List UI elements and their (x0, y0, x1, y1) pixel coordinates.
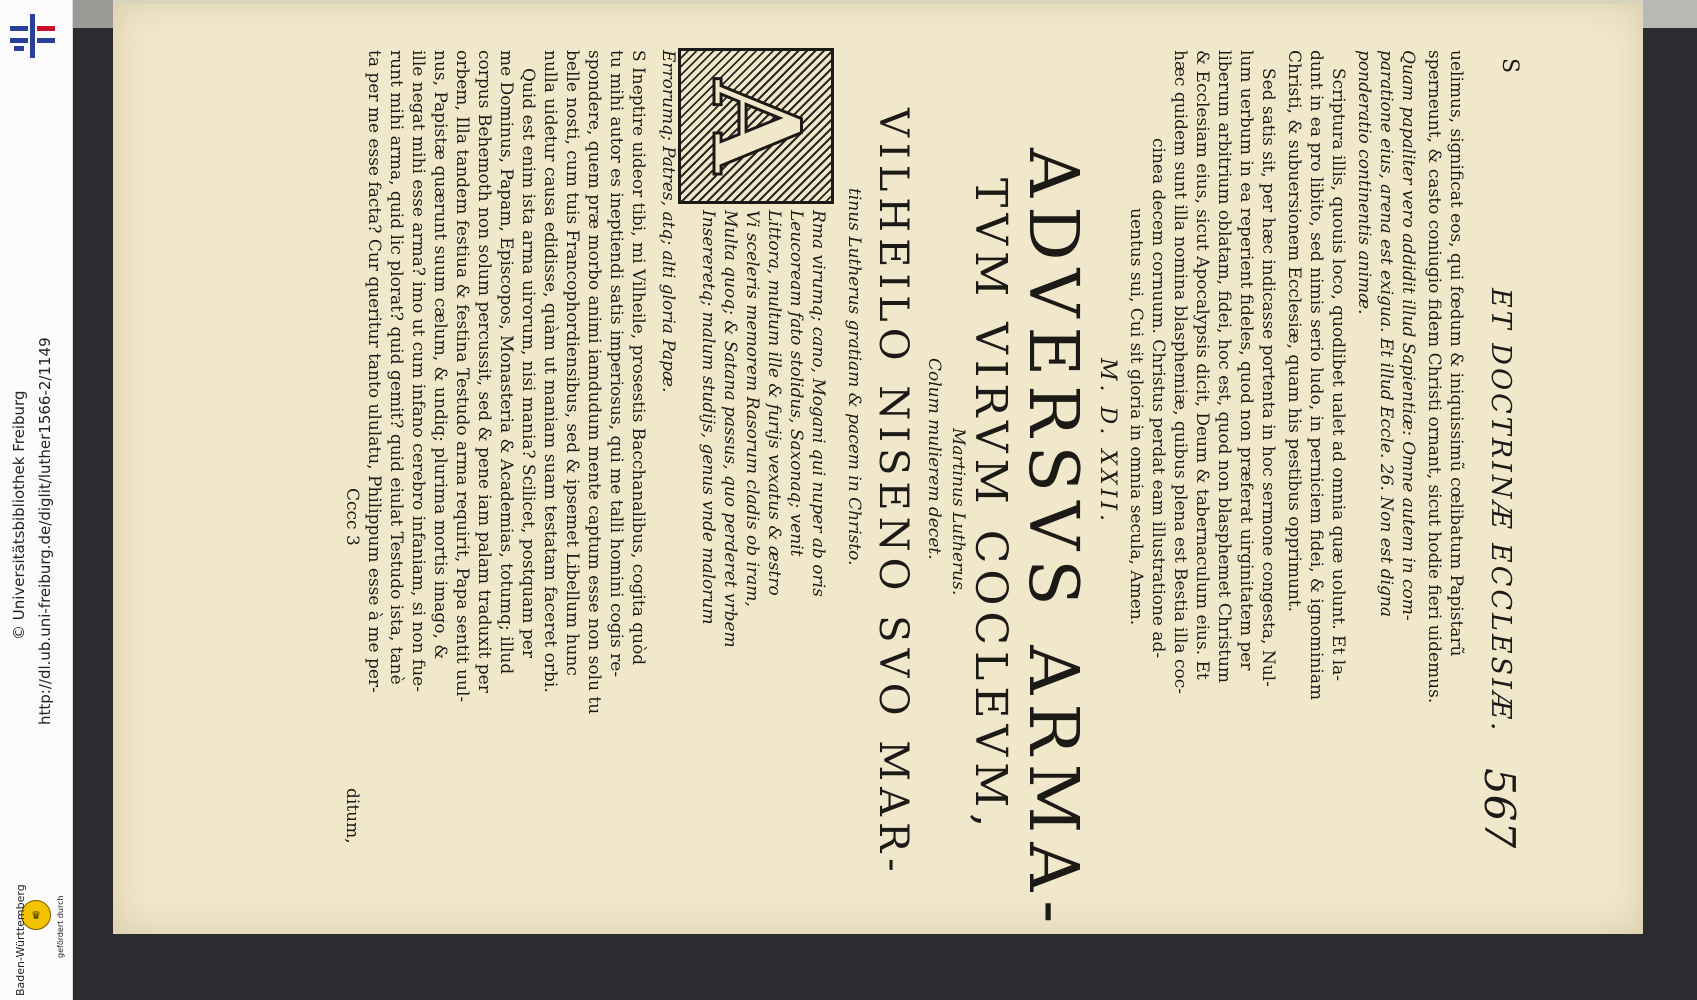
text-line: belle nosti, cum tuis Francophordiensibus, sed & ipsemet Libellum hunc (562, 50, 582, 676)
text-line: paratione eius, arena est exigua. Et illud Eccle. 26. Non est digna (1376, 50, 1396, 618)
text-line: Sed satis sit, per hæc indicasse portenta in hoc sermone congesta, Nul- (1258, 68, 1278, 687)
page-number: 567 (1475, 768, 1524, 849)
page-url-link[interactable]: http://dl.ub.uni-freiburg.de/diglit/luther1566-2/1149 (36, 337, 54, 725)
text-line: sperneunt, & casto coniugio fidem Christi ornant, sicut hodie fieri uidemus. (1424, 50, 1444, 704)
title-line-4: tinus Lutherus gratiam & pacem in Christo. (844, 188, 864, 566)
text-line: tu mihi autor es ineptiendi satis imperiosus, qui me talli homini cogis re- (606, 50, 626, 678)
funder-label: Baden-Württemberg (14, 884, 27, 996)
title-line-3: VILHEILO NISENO SVO MAR- (870, 108, 916, 878)
text-line: runt mihi arma, quid lic plorat? quid gemit? quid eiulat Testudo ista, tanè (386, 50, 406, 685)
text-line: liberum arbitrium oblatam, fidei, hoc est, quod non blasphemet Christum (1214, 50, 1234, 684)
text-line: nulla uidetur causa edidisse, quàm ut maniam suam testatam faceret orbi. (540, 50, 560, 693)
author-label: Martinus Lutherus. (948, 428, 968, 596)
motto: Colum mulierem decet. (924, 358, 944, 560)
date-line: M. D. XXII. (1095, 358, 1120, 526)
text-line: Quid est enim ista arma uirorum, nisi mania? Scilicet, postquam per (518, 68, 538, 658)
title-line-2: TVM VIRVM COCLEVM, (965, 178, 1016, 834)
scan-background-corner (1643, 0, 1697, 28)
text-line: me Dominus, Papam, Episcopos, Monasteria & Academias, totumq; illud (496, 50, 516, 675)
text-line: ta per me esse facta? Cur queritur tanto ululatu, Philippum esse à me per- (364, 50, 384, 693)
text-line: & Ecclesiam eius, sicut Apocalypsis dicit, Deum & tabernaculum eius. Et (1192, 50, 1212, 680)
verse-line: Rma virumq; cano, Mogani qui nuper ab oris (808, 210, 828, 597)
footer-signature: Cccc 3 (342, 488, 362, 546)
title-line-1: ADVERSVS ARMA- (1013, 148, 1092, 933)
state-seal-icon: ♛ (21, 900, 51, 930)
text-line: hæc quidem sunt illa nomina blasphemiæ, quibus plena est Bestia illa coc- (1170, 50, 1190, 695)
text-line: ille negat mihi esse arma? imo ut cum infano cerebro infaniam, si non fue- (408, 50, 428, 692)
text-line: dunt in ea pro libito, sed nimis serio ludo, in perniciem fidei, & ignominiam (1306, 50, 1326, 701)
verse-line: Errorumq; Patres, atq; alti gloria Papæ. (658, 50, 678, 393)
text-line: Quam papaliter vero addidit illud Sapientiæ: Omne autem in com- (1398, 50, 1418, 621)
text-line: cinea decem cornuum. Christus perdat eam illustratione ad- (1148, 138, 1168, 659)
initial-letter: A (685, 79, 827, 173)
text-line: Scriptura illis, quouis loco, quodlibet ualet ad omnia quæ uolunt. Et la- (1328, 68, 1348, 682)
running-head: ET DOCTRINÆ ECCLESIÆ. (1485, 288, 1516, 734)
text-line: S Ineptire uideor tibi, mi Vilheile, prosestis Bacchanalibus, cogita quòd (628, 50, 648, 666)
text-line: orbem, Illa tandem festiua & festina Testudo arma requirit, Papa sentit uul- (452, 50, 472, 703)
page-edge (113, 0, 1643, 4)
signature-mark: S (1497, 58, 1522, 74)
text-line: nus, Papistæ quærunt suum cælum, & undiq; plurima mortis imago, & (430, 50, 450, 660)
text-line: lum uerbum in ea reperient fideles, quod non præferat uirginitatem per (1236, 50, 1256, 671)
text-line: uentus sui, Cui sit gloria in omnia secula, Amen. (1126, 208, 1146, 626)
funder-caption: gefördert durch (56, 895, 65, 958)
verse-line: Multa quoq; & Satana passus, quo perderet vrbem (720, 210, 740, 648)
text-line: corpus Behemoth non solum percussit, sed & pene iam palam traduxit per (474, 50, 494, 693)
text-line: Christi, & subuersionem Ecclesiæ, quam his pestibus opprimunt. (1284, 50, 1304, 613)
text-line: ditum, (342, 788, 362, 844)
verse-line: Insereretq; malum studijs, genus vnde malorum (698, 210, 718, 625)
verse-line: Vi sceleris memorem Rasorum cladis ob iram, (742, 210, 762, 607)
text-line: ponderatio continentis animæ. (1354, 50, 1374, 315)
text-line: uelimus, significat eos, qui fœdum & iniquissimũ cœlibatum Papistarũ (1446, 50, 1466, 657)
text-line: spondere, quem præ morbo animi iamdudum mente captum esse non solu tu (584, 50, 604, 715)
decorated-initial (678, 48, 834, 204)
verse-line: Leucoream fato stolidus, Saxonaq; venit (786, 210, 806, 557)
copyright-text: © Universitätsbibliothek Freiburg (10, 390, 28, 640)
verse-line: Littora, multum ille & furijs vexatus & æstro (764, 210, 784, 596)
